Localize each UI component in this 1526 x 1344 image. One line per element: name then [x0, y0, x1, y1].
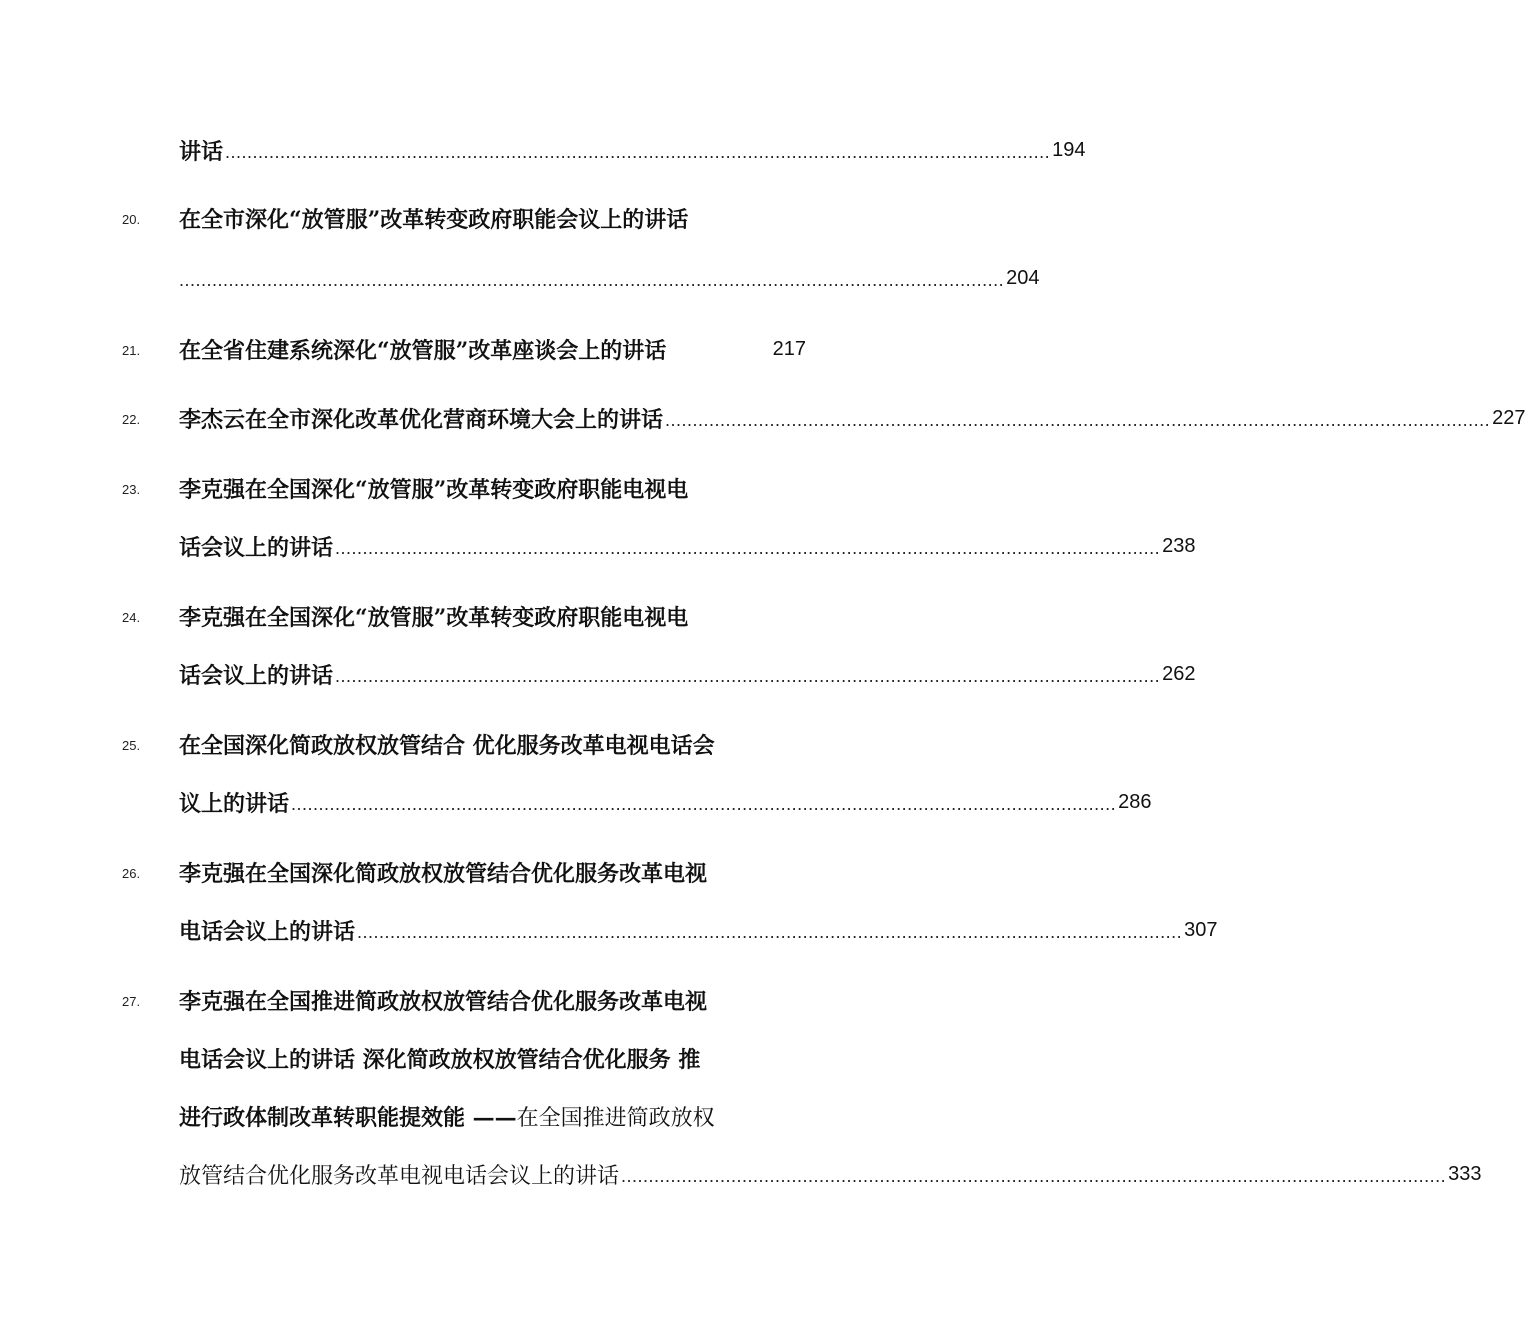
- toc-entry-number: 22.: [122, 412, 141, 427]
- toc-text: 李克强在全国深化“放管服”改革转变政府职能电视电: [179, 476, 689, 503]
- toc-text: 在全市深化“放管服”改革转变政府职能会议上的讲话: [179, 206, 689, 233]
- dot-leader: ......................................................................................................................................................: [291, 794, 1117, 814]
- toc-line: [179, 258, 1040, 298]
- toc-line: [179, 1038, 806, 1078]
- dot-leader: ......................................................................................................................................................: [225, 142, 1051, 162]
- toc-entry-number: 21.: [122, 343, 141, 358]
- toc-text: 话会议上的讲话: [179, 534, 334, 561]
- dot-leader: ......................................................................................................................................................: [665, 410, 1491, 430]
- toc-text: 进行政体制改革转职能提效能 ——: [179, 1104, 517, 1131]
- toc-page-number: 333: [1448, 1162, 1482, 1185]
- toc-line: [179, 198, 806, 238]
- toc-line: [179, 852, 806, 892]
- toc-text: 在全省住建系统深化“放管服”改革座谈会上的讲话: [179, 337, 667, 364]
- toc-text: 电话会议上的讲话: [179, 918, 356, 945]
- toc-line: [179, 910, 1218, 950]
- toc-line: [179, 130, 1086, 170]
- toc-text: 李克强在全国推进简政放权放管结合优化服务改革电视: [179, 988, 708, 1015]
- toc-line: [179, 1096, 806, 1136]
- toc-page-number: 286: [1118, 790, 1152, 813]
- toc-text: 放管结合优化服务改革电视电话会议上的讲话: [179, 1163, 620, 1189]
- toc-line: [179, 654, 1196, 694]
- toc-line: [179, 398, 1526, 438]
- toc-text-continuation: 在全国推进简政放权: [516, 1105, 715, 1131]
- toc-entry-number: 20.: [122, 212, 141, 227]
- toc-page-number: 204: [1006, 266, 1040, 289]
- toc-entry-number: 23.: [122, 482, 141, 497]
- dot-leader: ......................................................................................................................................................: [179, 270, 1005, 290]
- toc-line: [179, 596, 806, 636]
- toc-entry-number: 25.: [122, 738, 141, 753]
- toc-line: [179, 468, 806, 508]
- toc-text: 在全国深化简政放权放管结合 优化服务改革电视电话会: [179, 732, 715, 759]
- toc-text: 李克强在全国深化“放管服”改革转变政府职能电视电: [179, 604, 689, 631]
- toc-page-number: 217: [772, 337, 806, 360]
- toc-text: 讲话: [179, 138, 224, 165]
- toc-entry-number: 24.: [122, 610, 141, 625]
- toc-line: [179, 526, 1196, 566]
- dot-leader: ......................................................................................................................................................: [335, 538, 1161, 558]
- toc-text: 李杰云在全市深化改革优化营商环境大会上的讲话: [179, 406, 664, 433]
- toc-text: 话会议上的讲话: [179, 662, 334, 689]
- toc-page-number: 227: [1492, 406, 1526, 429]
- toc-entry-number: 26.: [122, 866, 141, 881]
- toc-line: [179, 1154, 1482, 1194]
- toc-text: 李克强在全国深化简政放权放管结合优化服务改革电视: [179, 860, 708, 887]
- toc-page-number: 307: [1184, 918, 1218, 941]
- toc-line: [179, 980, 806, 1020]
- toc-line: [179, 782, 1152, 822]
- toc-text: 电话会议上的讲话 深化简政放权放管结合优化服务 推: [179, 1046, 701, 1073]
- toc-page-number: 194: [1052, 138, 1086, 161]
- toc-line: [179, 329, 806, 369]
- dot-leader: ......................................................................................................................................................: [621, 1166, 1447, 1186]
- dot-leader: ......................................................................................................................................................: [357, 922, 1183, 942]
- dot-leader: ......................................................................................................................................................: [335, 666, 1161, 686]
- toc-line: [179, 724, 806, 764]
- toc-page-number: 238: [1162, 534, 1196, 557]
- toc-page-number: 262: [1162, 662, 1196, 685]
- toc-entry-number: 27.: [122, 994, 141, 1009]
- toc-text: 议上的讲话: [179, 790, 290, 817]
